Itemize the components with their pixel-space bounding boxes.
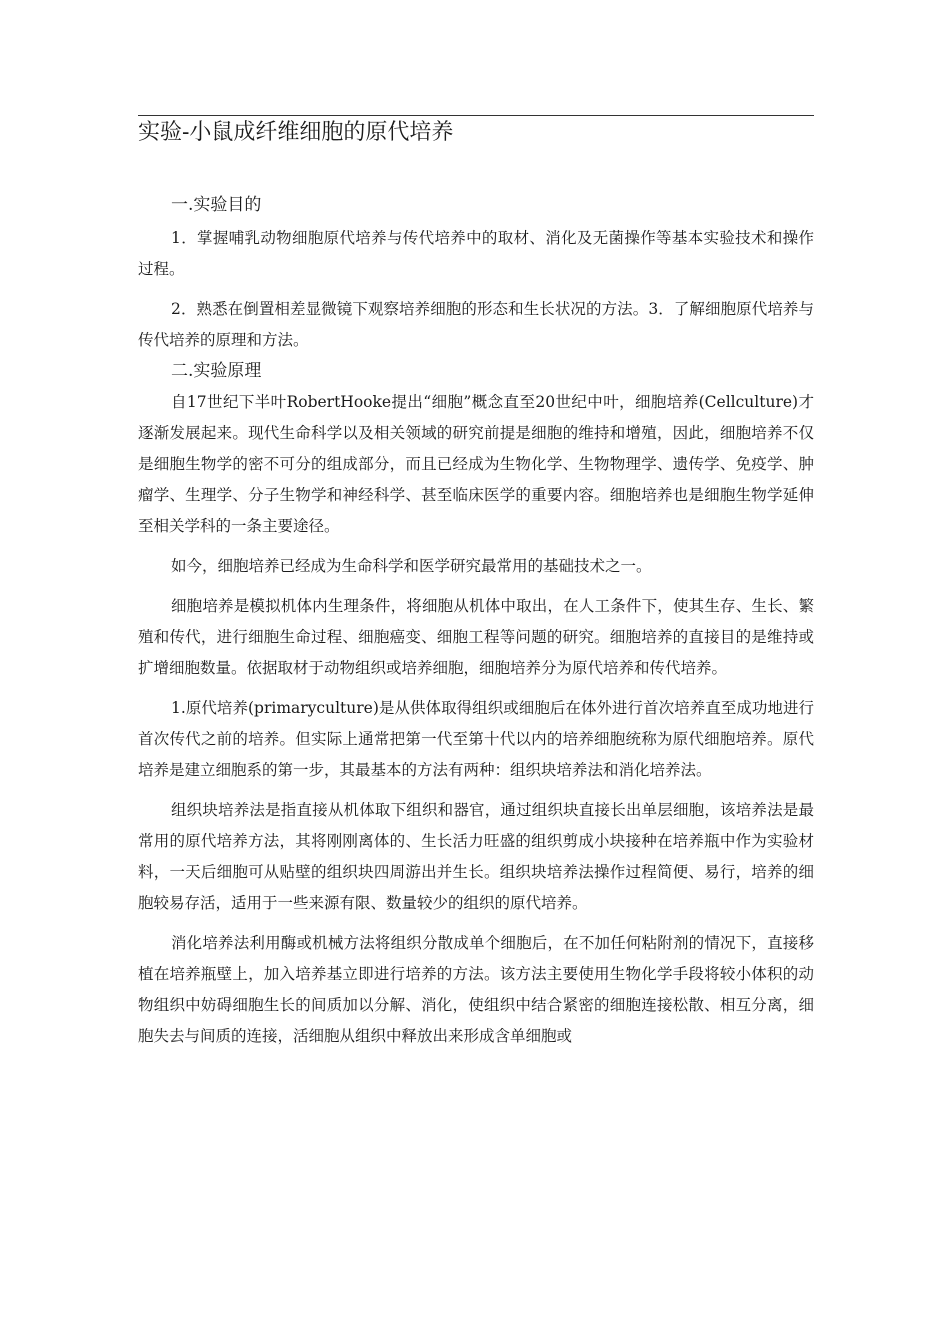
- principle-paragraph-4: 1.原代培养(primaryculture)是从供体取得组织或细胞后在体外进行首次培养直至成功地进行首次传代之前的培养。但实际上通常把第一代至第十代以内的培养细胞统称为原代细胞培养。原代培养是建立细胞系的第一步，其最基本的方法有两种：组织块培养法和消化培养法。: [138, 699, 814, 779]
- section-heading-principle: 二.实验原理: [171, 361, 262, 381]
- principle-paragraph-5: 组织块培养法是指直接从机体取下组织和器官，通过组织块直接长出单层细胞，该培养法是最常用的原代培养方法，其将刚刚离体的、生长活力旺盛的组织剪成小块接种在培养瓶中作为实验材料，一天后细胞可从贴壁的组织块四周游出并生长。组织块培养法操作过程简便、易行，培养的细胞较易存活，适用于一些来源有限、数量较少的组织的原代培养。: [138, 801, 814, 912]
- purpose-item-2: 2．熟悉在倒置相差显微镜下观察培养细胞的形态和生长状况的方法。3．了解细胞原代培养与传代培养的原理和方法。: [138, 300, 814, 349]
- purpose-item-1: 1．掌握哺乳动物细胞原代培养与传代培养中的取材、消化及无菌操作等基本实验技术和操作过程。: [138, 229, 814, 278]
- principle-paragraph-2: 如今，细胞培养已经成为生命科学和医学研究最常用的基础技术之一。: [171, 557, 652, 575]
- header-rule: [138, 115, 814, 116]
- section-heading-purpose: 一.实验目的: [171, 195, 262, 215]
- principle-paragraph-3: 细胞培养是模拟机体内生理条件，将细胞从机体中取出，在人工条件下，使其生存、生长、繁殖和传代，进行细胞生命过程、细胞癌变、细胞工程等问题的研究。细胞培养的直接目的是维持或扩增细胞数量。依据取材于动物组织或培养细胞，细胞培养分为原代培养和传代培养。: [138, 597, 814, 677]
- document-title: 实验-小鼠成纤维细胞的原代培养: [138, 120, 454, 145]
- principle-paragraph-6: 消化培养法利用酶或机械方法将组织分散成单个细胞后，在不加任何粘附剂的情况下，直接移植在培养瓶壁上，加入培养基立即进行培养的方法。该方法主要使用生物化学手段将较小体积的动物组织中妨碍细胞生长的间质加以分解、消化，使组织中结合紧密的细胞连接松散、相互分离，细胞失去与间质的连接，活细胞从组织中释放出来形成含单细胞或: [138, 934, 814, 1045]
- document-body: [138, 190, 814, 1052]
- principle-paragraph-1: 自17世纪下半叶RobertHooke提出“细胞”概念直至20世纪中叶，细胞培养(Cellculture)才逐渐发展起来。现代生命科学以及相关领域的研究前提是细胞的维持和增殖，因此，细胞培养不仅是细胞生物学的密不可分的组成部分，而且已经成为生物化学、生物物理学、遗传学、免疫学、肿瘤学、生理学、分子生物学和神经科学、甚至临床医学的重要内容。细胞培养也是细胞生物学延伸至相关学科的一条主要途径。: [138, 393, 814, 535]
